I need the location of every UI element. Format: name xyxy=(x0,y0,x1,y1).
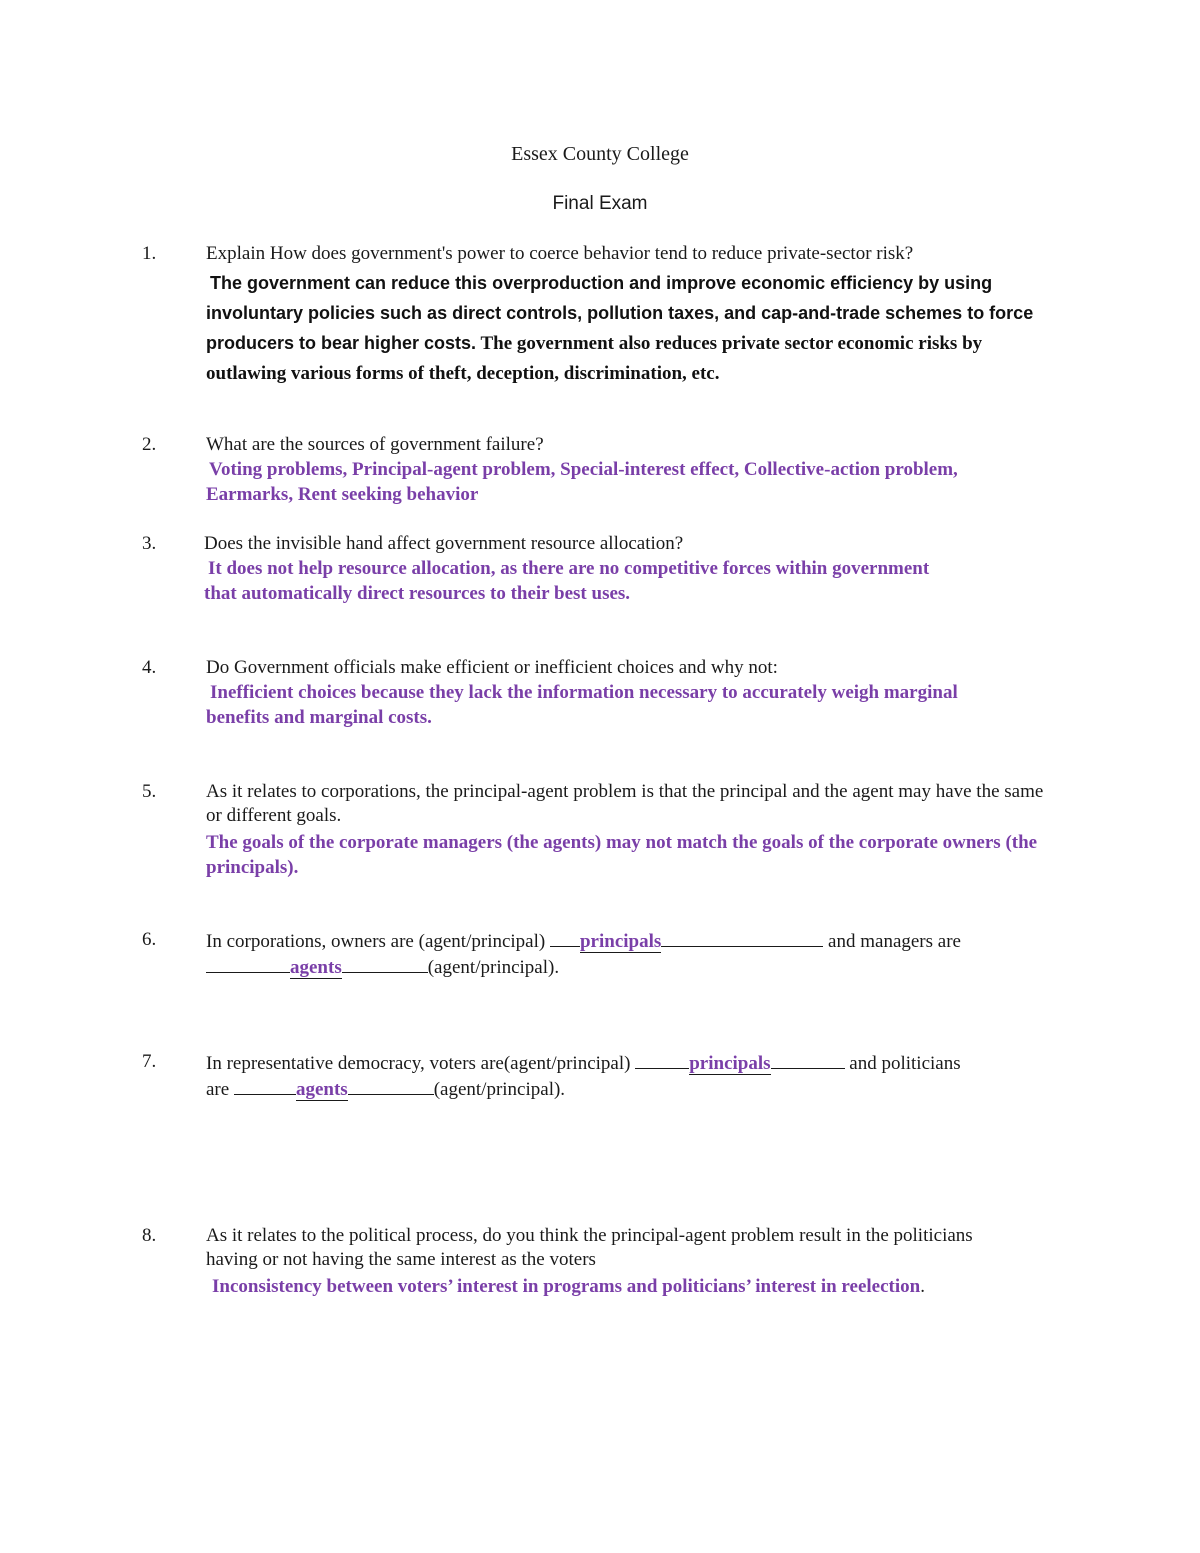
question-text: Explain How does government's power to coerce behavior tend to reduce private-sector risk? xyxy=(206,243,914,264)
answer-line: The government also reduces private sector economic risks by xyxy=(476,333,983,354)
question-text-part: and politicians xyxy=(844,1053,961,1074)
answer-period: . xyxy=(920,1276,925,1297)
question-number: 5. xyxy=(142,781,157,802)
blank-line xyxy=(342,954,428,973)
answer-block xyxy=(212,1274,1112,1299)
answer-line: involuntary policies such as direct controls, pollution taxes, and cap-and-trade schemes to force xyxy=(206,303,1034,323)
question-text-part: are xyxy=(206,1079,234,1100)
question-text-part: and managers are xyxy=(823,931,961,952)
question-text: Do Government officials make efficient or inefficient choices and why not: xyxy=(206,657,778,678)
question-text-part: In representative democracy, voters are(agent/principal) xyxy=(206,1053,636,1074)
question-number: 2. xyxy=(142,434,157,455)
answer-text: Inconsistency between voters’ interest in programs and politicians’ interest in reelection xyxy=(212,1276,921,1297)
question-text xyxy=(206,1050,1086,1102)
answer-line: producers to bear higher costs. xyxy=(206,333,477,353)
answer-line: outlawing various forms of theft, deception, discrimination, etc. xyxy=(206,363,720,384)
filled-answer: agents xyxy=(295,1079,348,1100)
question-number: 4. xyxy=(142,657,157,678)
answer-block xyxy=(206,268,1086,389)
question-number: 7. xyxy=(142,1051,157,1072)
answer-line: The government can reduce this overproduction and improve economic efficiency by using xyxy=(210,273,993,293)
question-text: What are the sources of government failure? xyxy=(206,434,544,455)
question-number: 8. xyxy=(142,1225,157,1246)
question-text: Does the invisible hand affect government resource allocation? xyxy=(204,533,684,554)
blank-line xyxy=(348,1076,434,1095)
question-text: As it relates to the political process, do you think the principal-agent problem result in the politicians having or not having the same interest as the voters xyxy=(206,1225,973,1270)
college-title: Essex County College xyxy=(511,143,689,165)
filled-answer: principals xyxy=(689,1053,771,1074)
question-text-part: (agent/principal). xyxy=(433,1079,566,1100)
exam-title: Final Exam xyxy=(552,193,648,214)
filled-answer: agents xyxy=(290,957,342,978)
blank-line xyxy=(206,954,290,973)
question-number: 6. xyxy=(142,929,157,950)
blank-line xyxy=(771,1050,845,1069)
question-number: 1. xyxy=(142,243,157,264)
blank-line xyxy=(635,1050,689,1069)
answer-text: Inefficient choices because they lack the information necessary to accurately weigh marginal benefits and marginal costs. xyxy=(206,682,958,728)
answer-text: The goals of the corporate managers (the agents) may not match the goals of the corporate owners (the principals). xyxy=(206,832,1038,878)
blank-line xyxy=(234,1076,296,1095)
question-text-part: (agent/principal). xyxy=(427,957,560,978)
question-text xyxy=(206,928,1086,980)
filled-answer: principals xyxy=(579,931,662,952)
blank-line xyxy=(550,928,580,947)
question-text-part: In corporations, owners are (agent/principal) xyxy=(206,931,550,952)
question-text: As it relates to corporations, the principal-agent problem is that the principal and the agent may have the same or different goals. xyxy=(206,781,1044,826)
answer-line-mixed xyxy=(206,328,1086,359)
question-number: 3. xyxy=(142,533,157,554)
answer-text: It does not help resource allocation, as there are no competitive forces within government that automatically direct resources to their best uses. xyxy=(204,558,930,604)
answer-text: Voting problems, Principal-agent problem, Special-interest effect, Collective-action problem, Earmarks, Rent seeking behavior xyxy=(206,459,958,505)
blank-line xyxy=(661,928,823,947)
